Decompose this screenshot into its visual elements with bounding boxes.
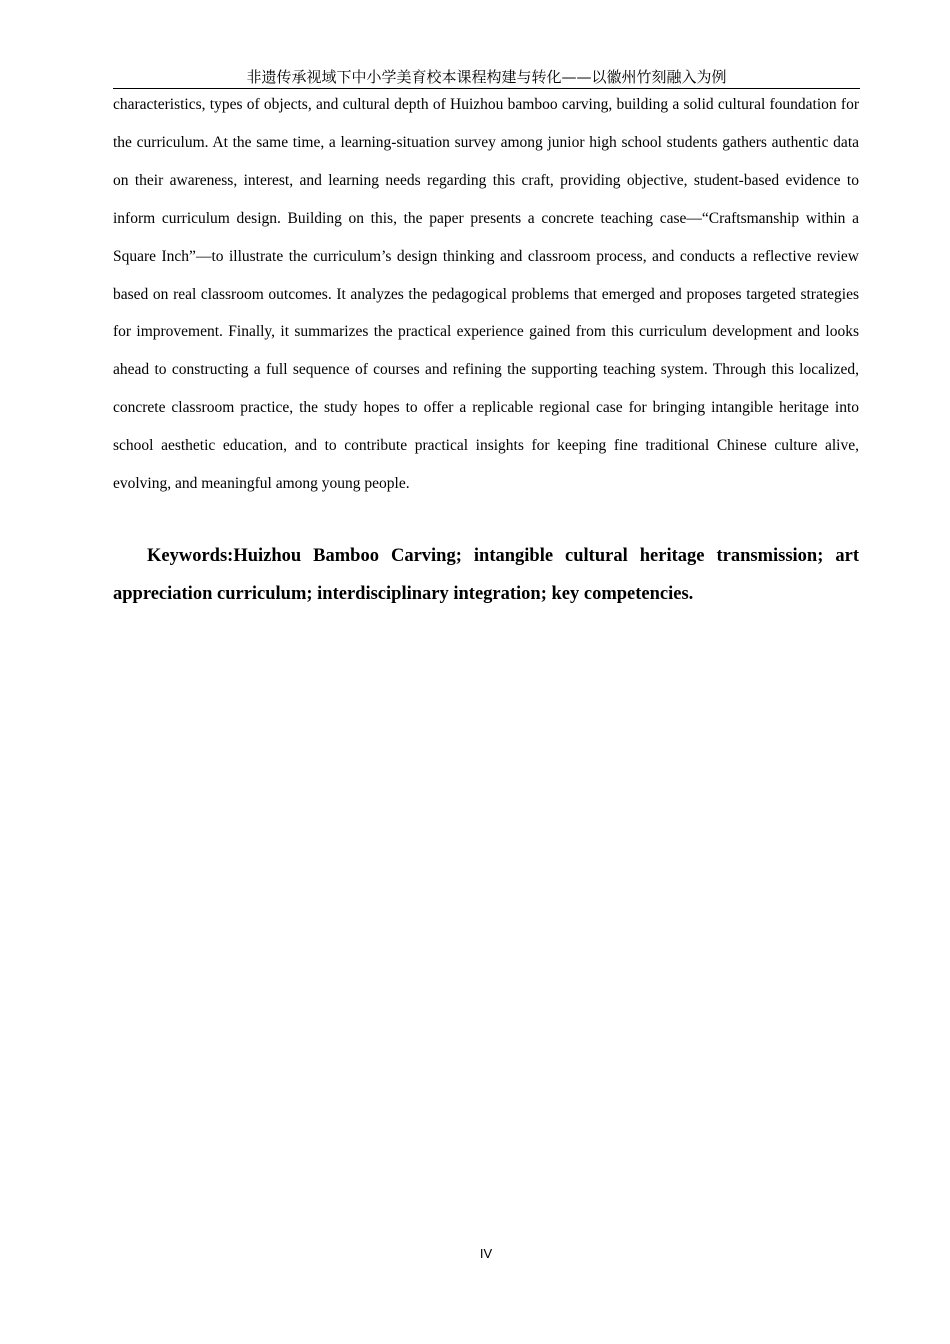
keywords-paragraph: Keywords:Huizhou Bamboo Carving; intangible cultural heritage transmission; art appreciation curriculum; interdisciplinary integration; key competencies. xyxy=(113,546,859,604)
running-header: 非遗传承视域下中小学美育校本课程构建与转化——以徽州竹刻融入为例 xyxy=(113,66,860,89)
page-number: IV xyxy=(479,1246,493,1261)
abstract-body-paragraph: characteristics, types of objects, and cultural depth of Huizhou bamboo carving, building a solid cultural foundation for the curriculum. At the same time, a learning-situation survey among junior high school students gathers authentic data on their awareness, interest, and learning needs regarding this craft, providing objective, student-based evidence to inform curriculum design. Building on this, the paper presents a concrete teaching case—“Craftsmanship within a Square Inch”—to illustrate the curriculum’s design thinking and classroom process, and conducts a reflective review based on real classroom outcomes. It analyzes the pedagogical problems that emerged and proposes targeted strategies for improvement. Finally, it summarizes the practical experience gained from this curriculum development and looks ahead to constructing a full sequence of courses and refining the supporting teaching system. Through this localized, concrete classroom practice, the study hopes to offer a replicable regional case for bringing intangible heritage into school aesthetic education, and to contribute practical insights for keeping fine traditional Chinese culture alive, evolving, and meaningful among young people. xyxy=(113,96,859,493)
